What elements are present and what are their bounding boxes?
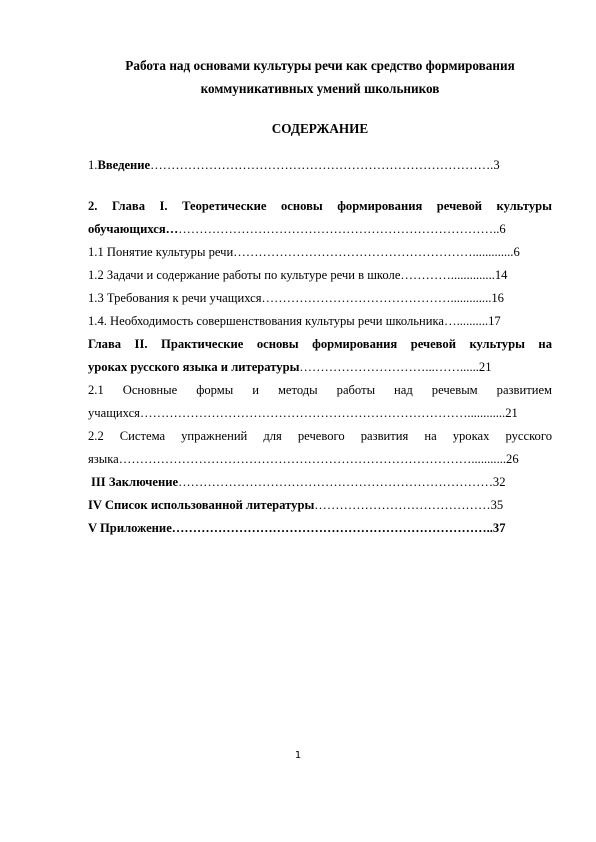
toc-page-number: 37 — [492, 521, 506, 535]
toc-entry-chapter-2-line-2[interactable] — [88, 357, 552, 377]
toc-entry-chapter-1-line-1[interactable]: 2. Глава I. Теоретические основы формирования речевой культуры — [88, 199, 552, 213]
toc-entry-conclusion[interactable] — [88, 472, 552, 492]
toc-page-number: 14 — [494, 268, 508, 282]
toc-page-number: 35 — [490, 498, 504, 512]
toc-entry-2-1-line-1[interactable]: 2.1 Основные формы и методы работы над речевым развитием — [88, 383, 552, 397]
toc-page-number: 17 — [488, 314, 501, 328]
toc-entry-title: 1.4. Необходимость совершенствования культуры речи школьника — [88, 314, 445, 328]
toc-leader: ………….............. — [400, 268, 495, 282]
toc-leader: …………………………………… — [314, 498, 491, 512]
toc-entry-title: языка — [88, 452, 119, 466]
toc-heading: СОДЕРЖАНИЕ — [271, 121, 369, 136]
toc-entry-chapter-1-line-2[interactable] — [88, 219, 552, 239]
toc-entry-title: 1.1 Понятие культуры речи — [88, 245, 234, 259]
toc-page-number: 32 — [492, 475, 506, 489]
toc-entry-1-3[interactable] — [88, 288, 552, 308]
toc-entry-title: учащихся — [88, 406, 140, 420]
toc-leader: ….......... — [444, 314, 489, 328]
toc-entry-title: 1.2 Задачи и содержание работы по культуре речи в школе — [88, 268, 401, 282]
toc-entry-1-2[interactable] — [88, 265, 552, 285]
toc-leader: ………………………………………............. — [261, 291, 492, 305]
document-title — [88, 54, 552, 100]
document-title-line-1: Работа над основами культуры речи как средство формирования — [125, 58, 515, 73]
toc-leader: …………………………………………………............. — [233, 245, 514, 259]
toc-leader: …………………………...……...... — [299, 360, 479, 374]
toc-leader: ………………………………………………………………………. — [150, 158, 494, 172]
toc-leader: ………………………………………………………………….. — [178, 222, 500, 236]
toc-page-number: 21 — [478, 360, 492, 374]
toc-page-number: 26 — [506, 452, 519, 466]
toc-leader: ……………………………………………………………………............ — [139, 406, 506, 420]
toc-entry-title: обучающихся… — [88, 222, 179, 236]
toc-entry-bibliography[interactable] — [88, 495, 552, 515]
toc-entry-1-1[interactable] — [88, 242, 552, 262]
toc-page-number: 6 — [513, 245, 520, 259]
toc-entry-title: уроках русского языка и литературы — [88, 360, 300, 374]
document-title-line-2: коммуникативных умений школьников — [200, 81, 440, 96]
toc-entry-title: IV Список использованной литературы — [88, 498, 315, 512]
toc-page-number: 3 — [493, 158, 500, 172]
toc-entry-2-2-line-2[interactable] — [88, 449, 552, 469]
toc-entry-title: 1.3 Требования к речи учащихся — [88, 291, 262, 305]
toc-page-number: 21 — [505, 406, 518, 420]
toc-entry-chapter-2-line-1[interactable]: Глава II. Практические основы формирования речевой культуры на — [88, 337, 552, 351]
toc-entry-title: V Приложение — [88, 521, 172, 535]
toc-entry-2-1-line-2[interactable] — [88, 403, 552, 423]
toc-entry-title: Введение — [97, 158, 151, 172]
toc-entry-introduction[interactable] — [88, 155, 552, 175]
toc-entry-2-2-line-1[interactable]: 2.2 Система упражнений для речевого развития на уроках русского — [88, 429, 552, 443]
toc-page-number: 6 — [499, 222, 506, 236]
toc-entry-title: III Заключение — [91, 475, 179, 489]
toc-entry-1-4[interactable] — [88, 311, 552, 331]
toc-entry-appendix[interactable] — [88, 518, 552, 538]
toc-leader: ………………………………………………………………… — [178, 475, 493, 489]
toc-page-number: 16 — [491, 291, 504, 305]
toc-leader: …………………………………………………………………………........... — [118, 452, 507, 466]
toc-entry-number: 1. — [88, 158, 98, 172]
toc-leader: ………………………………………………………………….. — [171, 521, 493, 535]
page-number: 1 — [294, 750, 302, 761]
